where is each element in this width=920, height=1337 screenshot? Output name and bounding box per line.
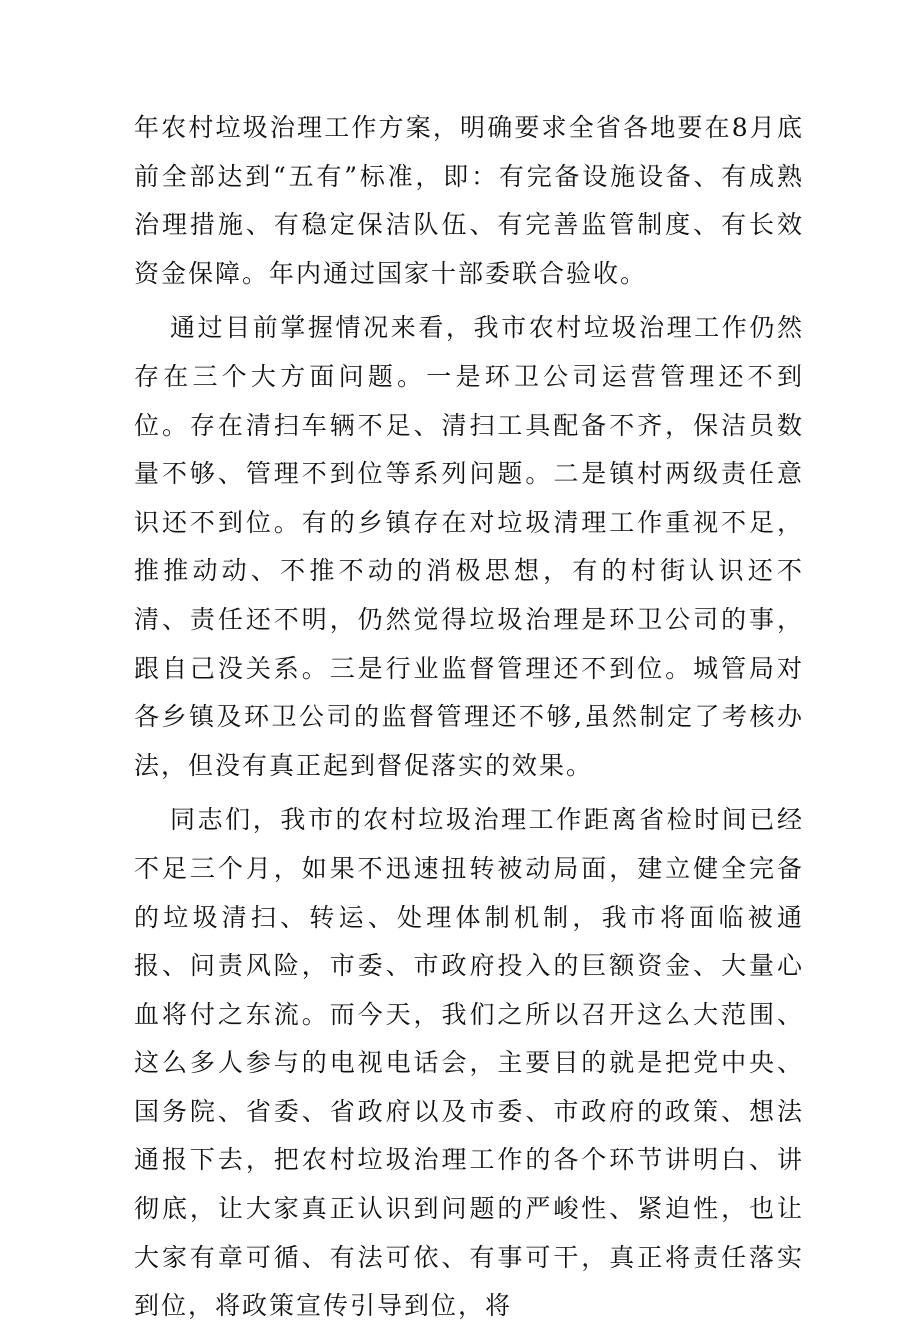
body-text: [134, 104, 804, 1337]
paragraph-3: 同志们，我市的农村垃圾治理工作距离省检时间已经不足三个月，如果不迅速扭转被动局面，建立健全完备的垃圾清扫、转运、处理体制机制，我市将面临被通报、问责风险，市委、市政府投入的巨额资金、大量心血将付之东流。而今天，我们之所以召开这么大范围、这么多人参与的电视电话会，主要目的就是把党中央、国务院、省委、省政府以及市委、市政府的政策、想法通报下去，把农村垃圾治理工作的各个环节讲明白、讲彻底，让大家真正认识到问题的严峻性、紧迫性，也让大家有章可循、有法可依、有事可干，真正将责任落实到位，将政策宣传引导到位，将: [134, 805, 804, 1321]
paragraph-2: 通过目前掌握情况来看，我市农村垃圾治理工作仍然存在三个大方面问题。一是环卫公司运营管理还不到位。存在清扫车辆不足、清扫工具配备不齐，保洁员数量不够、管理不到位等系列问题。二是镇村两级责任意识还不到位。有的乡镇存在对垃圾清理工作重视不足，推推动动、不推不动的消极思想，有的村街认识还不清、责任还不明，仍然觉得垃圾治理是环卫公司的事，跟自己没关系。三是行业监督管理还不到位。城管局对各乡镇及环卫公司的监督管理还不够,虽然制定了考核办法，但没有真正起到督促落实的效果。: [134, 313, 804, 780]
paragraph-1: 年农村垃圾治理工作方案，明确要求全省各地要在8月底前全部达到“五有”标准，即：有完备设施设备、有成熟治理措施、有稳定保洁队伍、有完善监管制度、有长效资金保障。年内通过国家十部委联合验收。: [134, 113, 804, 288]
